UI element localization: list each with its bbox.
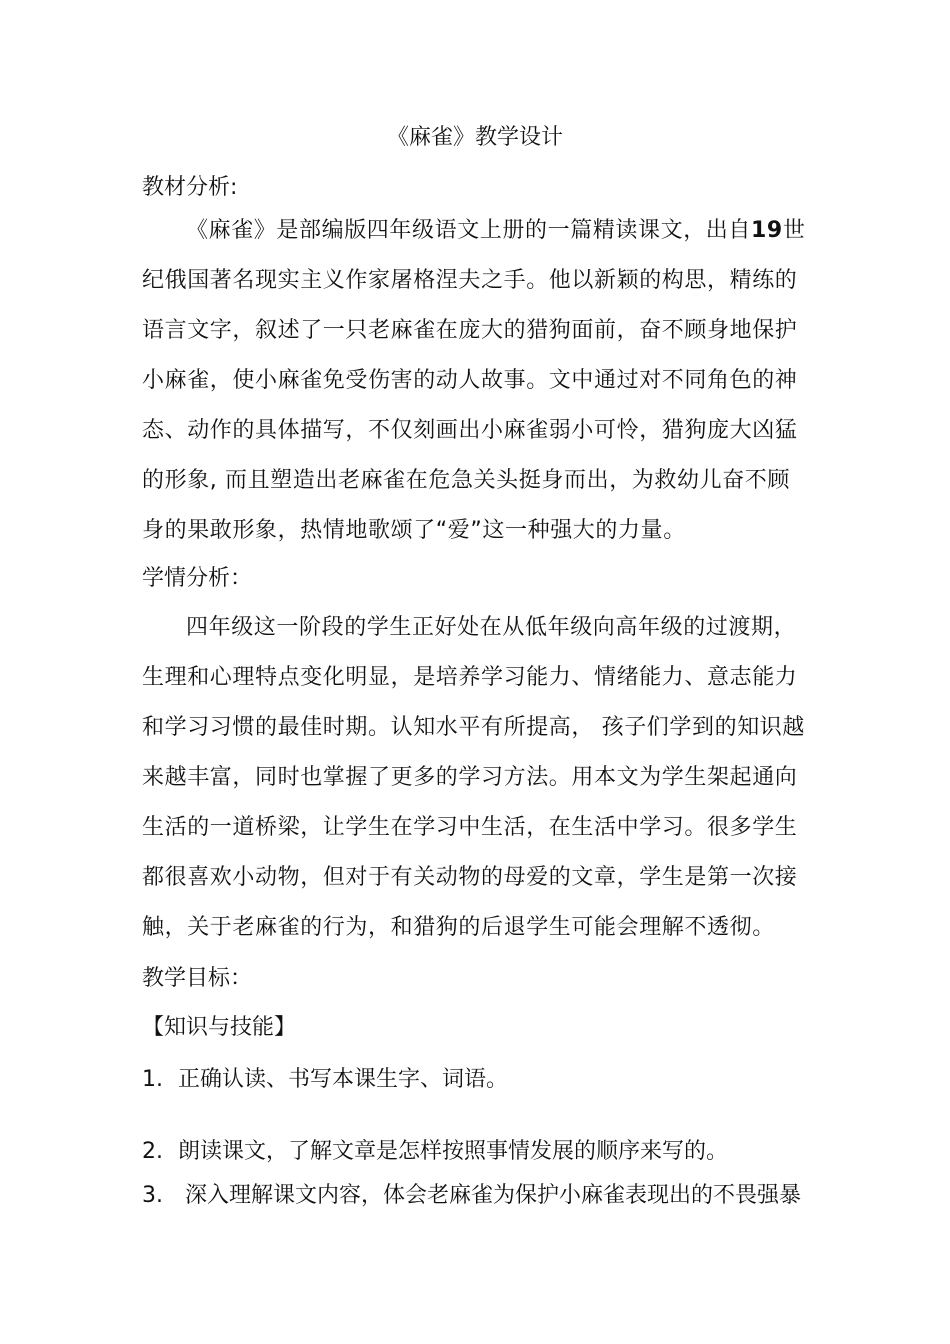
goal-item	[142, 1064, 812, 1096]
goal-item-text: 正确认读、书写本课生字、词语。	[178, 1067, 509, 1092]
goal-item-text: 朗读课文，了解文章是怎样按照事情发展的顺序来写的。	[178, 1139, 729, 1164]
section-heading-students: 学情分析：	[142, 566, 253, 591]
goal-item	[142, 1180, 812, 1212]
paragraph-material-text-1: 《麻雀》是部编版四年级语文上册的一篇精读课文，出自	[186, 218, 752, 243]
paragraph-material-text-2: 世纪俄国著名现实主义作家屠格涅夫之手。他以新颖的构思，精练的语言文字，叙述了一只老麻雀在庞大的猎狗面前，奋不顾身地保护小麻雀，使小麻雀免受伤害的动人故事。文中通过对不同角色的神态、动作的具体描写，不仅刻画出小麻雀弱小可怜，猎狗庞大凶猛的形象, 而且塑造出老麻雀在危急关头挺身而出，为救幼儿奋不顾身的果敢形象，热情地歌颂了“爱”这一种强大的力量。	[142, 218, 806, 543]
document-title: 《麻雀》教学设计	[386, 125, 563, 150]
paragraph-students: 四年级这一阶段的学生正好处在从低年级向高年级的过渡期，生理和心理特点变化明显，是培养学习能力、情绪能力、意志能力和学习习惯的最佳时期。认知水平有所提高， 孩子们学到的知识越来越丰富，同时也掌握了更多的学习方法。用本文为学生架起通向生活的一道桥梁，让学生在学习中生活，在生活中学习。很多学生都很喜欢小动物，但对于有关动物的母爱的文章，学生是第一次接触，关于老麻雀的行为，和猎狗的后退学生可能会理解不透彻。	[142, 615, 805, 940]
subheading-knowledge-skills: 【知识与技能】	[142, 1015, 297, 1040]
paragraph-material	[142, 206, 810, 556]
goal-item-number: 1.	[142, 1067, 163, 1092]
section-heading-material: 教材分析:	[142, 175, 238, 200]
goal-item-number: 2.	[142, 1139, 163, 1164]
goal-item-number: 3.	[142, 1183, 163, 1208]
goal-item	[142, 1136, 812, 1168]
section-heading-goals: 教学目标：	[142, 966, 253, 991]
goal-item-text: 深入理解课文内容，体会老麻雀为保护小麻雀表现出的不畏强暴	[178, 1183, 801, 1208]
paragraph-material-century: 19	[751, 218, 783, 243]
